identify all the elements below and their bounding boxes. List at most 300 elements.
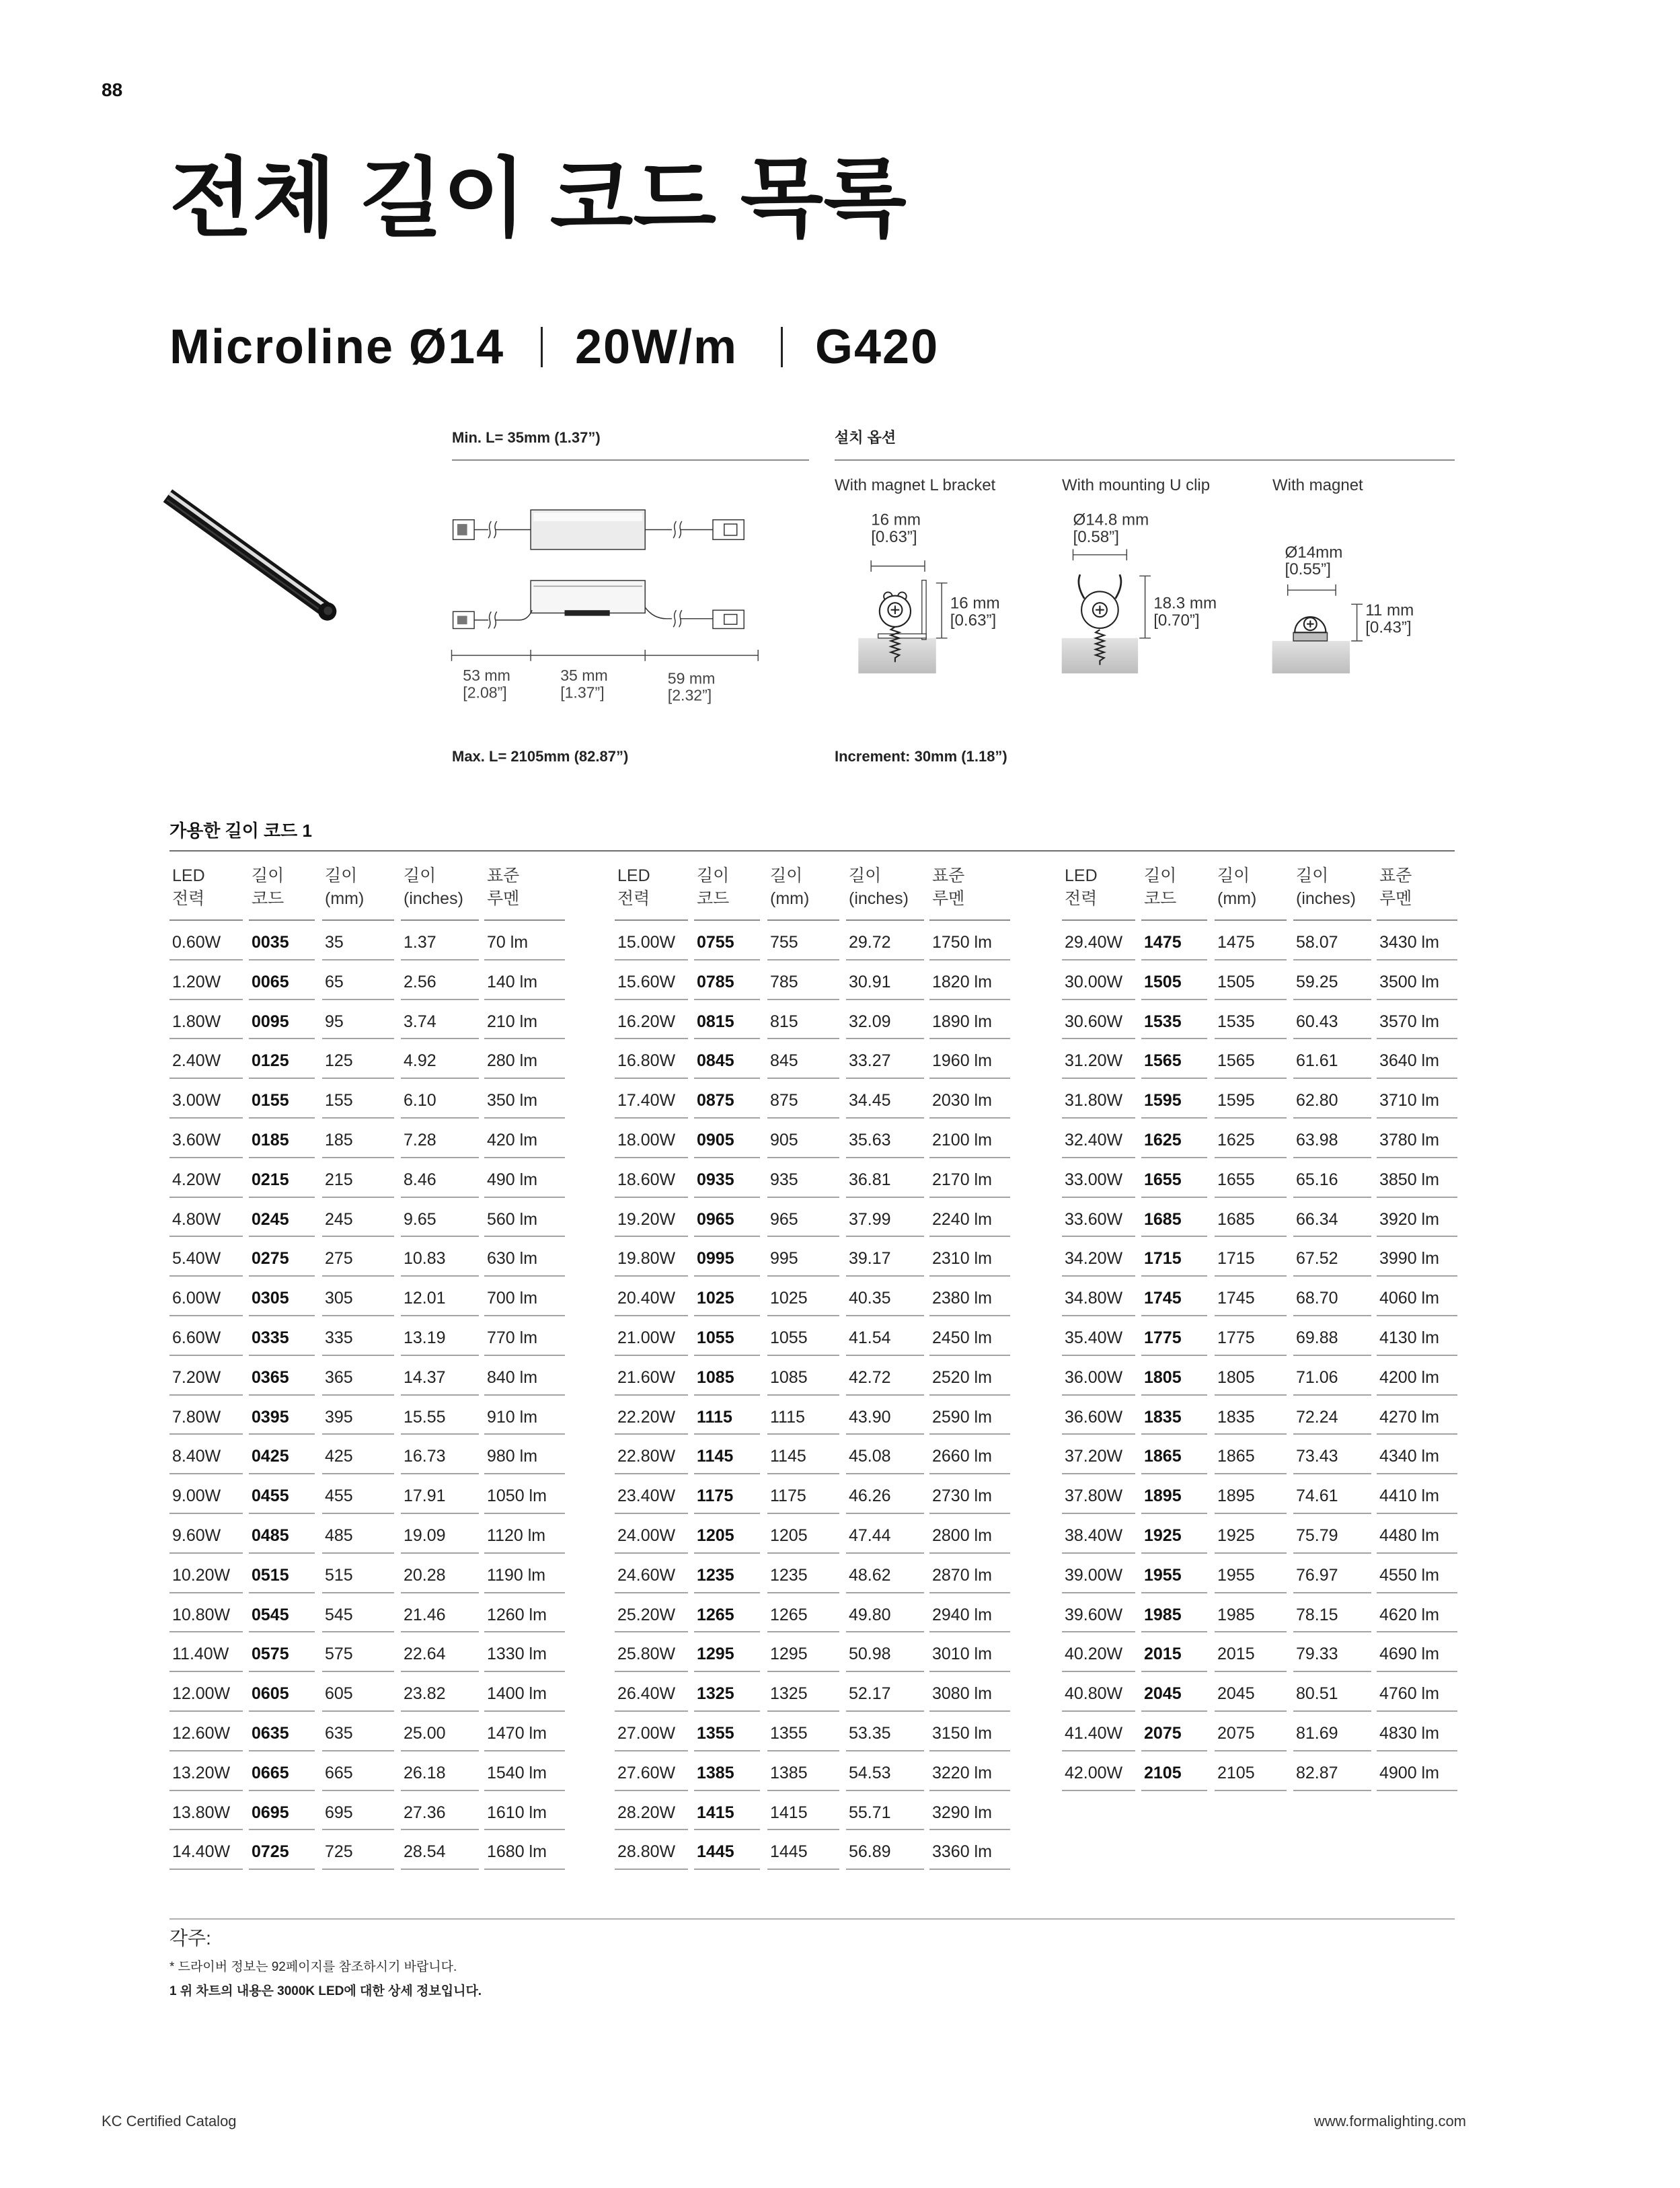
lumen-cell: 280 lm [484, 1039, 565, 1079]
length-mm-cell: 1625 [1215, 1119, 1287, 1158]
footer-website: www.formalighting.com [1313, 2113, 1466, 2129]
lumen-cell: 1330 lm [484, 1632, 565, 1672]
length-mm-cell: 1055 [767, 1316, 839, 1356]
length-code-cell: 0905 [694, 1119, 760, 1158]
table-row [169, 1119, 565, 1158]
length-mm-cell: 1415 [767, 1791, 839, 1831]
length-code-cell: 1535 [1141, 1000, 1207, 1040]
led-power-cell: 21.00W [615, 1316, 688, 1356]
length-mm-cell: 1445 [767, 1830, 839, 1870]
length-inches-cell: 43.90 [846, 1396, 924, 1435]
option-label-u-clip: With mounting U clip [1062, 476, 1211, 494]
lumen-cell: 2800 lm [929, 1514, 1010, 1554]
lumen-cell: 3010 lm [929, 1632, 1010, 1672]
subtitle-separator [541, 327, 543, 367]
length-inches-cell: 50.98 [846, 1632, 924, 1672]
table-title: 가용한 길이 코드 1 [169, 821, 312, 841]
length-inches-cell: 73.43 [1293, 1435, 1371, 1474]
length-mm-cell: 1595 [1215, 1079, 1287, 1119]
table-header-cell [249, 864, 315, 921]
length-mm-cell: 1145 [767, 1435, 839, 1474]
table-header-cell [1293, 864, 1371, 921]
lumen-cell: 2100 lm [929, 1119, 1010, 1158]
table-row [1062, 1632, 1457, 1672]
length-mm-cell: 695 [322, 1791, 394, 1831]
l-bracket-height-in: [0.63”] [950, 611, 997, 630]
led-power-cell: 36.60W [1062, 1396, 1135, 1435]
length-code-cell: 0155 [249, 1079, 315, 1119]
table-header-cell [615, 864, 688, 921]
u-clip-height-mm: 18.3 mm [1153, 594, 1217, 613]
length-code-cell: 1805 [1141, 1356, 1207, 1396]
length-code-cell: 0335 [249, 1316, 315, 1356]
lumen-cell: 700 lm [484, 1277, 565, 1316]
led-power-cell: 9.00W [169, 1474, 243, 1514]
table-row [1062, 1593, 1457, 1633]
table-row [169, 1791, 565, 1831]
length-inches-cell: 48.62 [846, 1554, 924, 1593]
length-code-cell: 0665 [249, 1751, 315, 1791]
product-name: Microline Ø14 [169, 320, 505, 374]
table-header-label: 길이 [849, 866, 882, 885]
length-code-cell: 1925 [1141, 1514, 1207, 1554]
table-row [169, 1396, 565, 1435]
product-model: G420 [815, 320, 940, 374]
led-power-cell: 33.00W [1062, 1158, 1135, 1198]
table-row [615, 1593, 1010, 1633]
table-header-label: 표준 [487, 866, 520, 885]
length-mm-cell: 1565 [1215, 1039, 1287, 1079]
led-power-cell: 2.40W [169, 1039, 243, 1079]
led-power-cell: 13.80W [169, 1791, 243, 1831]
note-driver: * 드라이버 정보는 92페이지를 참조하시기 바랍니다. [169, 1960, 457, 1974]
length-mm-cell: 245 [322, 1198, 394, 1238]
length-inches-cell: 12.01 [401, 1277, 479, 1316]
length-code-cell: 1595 [1141, 1079, 1207, 1119]
length-code-cell: 1895 [1141, 1474, 1207, 1514]
table-header-label: 길이 [770, 866, 803, 885]
length-mm-cell: 1925 [1215, 1514, 1287, 1554]
led-power-cell: 29.40W [1062, 921, 1135, 960]
length-inches-cell: 42.72 [846, 1356, 924, 1396]
increment-label: Increment: 30mm (1.18”) [835, 748, 1007, 765]
lumen-cell: 560 lm [484, 1198, 565, 1238]
led-power-cell: 25.20W [615, 1593, 688, 1633]
lumen-cell: 3290 lm [929, 1791, 1010, 1831]
length-mm-cell: 605 [322, 1672, 394, 1712]
length-code-cell: 0395 [249, 1396, 315, 1435]
length-code-cell: 1985 [1141, 1593, 1207, 1633]
length-mm-cell: 815 [767, 1000, 839, 1040]
length-mm-cell: 1805 [1215, 1356, 1287, 1396]
length-code-cell: 0785 [694, 960, 760, 1000]
lumen-cell: 1400 lm [484, 1672, 565, 1712]
table-row [1062, 1396, 1457, 1435]
length-mm-cell: 125 [322, 1039, 394, 1079]
length-code-cell: 0995 [694, 1237, 760, 1277]
length-code-cell: 0485 [249, 1514, 315, 1554]
length-code-cell: 0695 [249, 1791, 315, 1831]
length-code-cell: 1235 [694, 1554, 760, 1593]
led-power-cell: 40.80W [1062, 1672, 1135, 1712]
length-inches-cell: 82.87 [1293, 1751, 1371, 1791]
length-mm-cell: 545 [322, 1593, 394, 1633]
table-header-cell [1377, 864, 1457, 921]
option-label-magnet: With magnet [1272, 476, 1363, 494]
led-power-cell: 15.60W [615, 960, 688, 1000]
length-code-cell: 1295 [694, 1632, 760, 1672]
table-row [1062, 1316, 1457, 1356]
table-row [1062, 1474, 1457, 1514]
length-mm-cell: 965 [767, 1198, 839, 1238]
length-code-cell: 0515 [249, 1554, 315, 1593]
led-power-cell: 32.40W [1062, 1119, 1135, 1158]
table-row [169, 921, 565, 960]
length-inches-cell: 69.88 [1293, 1316, 1371, 1356]
led-power-cell: 36.00W [1062, 1356, 1135, 1396]
lumen-cell: 2380 lm [929, 1277, 1010, 1316]
length-code-cell: 1955 [1141, 1554, 1207, 1593]
u-clip-width-mm: Ø14.8 mm [1073, 511, 1149, 529]
dimension-left-mm: 53 mm [463, 667, 510, 685]
length-mm-cell: 1265 [767, 1593, 839, 1633]
table-row [615, 960, 1010, 1000]
table-header-cell [484, 864, 565, 921]
length-inches-cell: 33.27 [846, 1039, 924, 1079]
length-inches-cell: 25.00 [401, 1712, 479, 1751]
footer-catalog-name: KC Certified Catalog [102, 2113, 237, 2129]
length-code-cell: 0815 [694, 1000, 760, 1040]
length-code-cell: 0095 [249, 1000, 315, 1040]
led-power-cell: 37.20W [1062, 1435, 1135, 1474]
length-code-cell: 0605 [249, 1672, 315, 1712]
length-code-cell: 0245 [249, 1198, 315, 1238]
led-power-cell: 35.40W [1062, 1316, 1135, 1356]
length-inches-cell: 9.65 [401, 1198, 479, 1238]
lumen-cell: 1890 lm [929, 1000, 1010, 1040]
length-inches-cell: 81.69 [1293, 1712, 1371, 1751]
length-inches-cell: 49.80 [846, 1593, 924, 1633]
table-row [615, 1000, 1010, 1040]
led-power-cell: 28.20W [615, 1791, 688, 1831]
lumen-cell: 3080 lm [929, 1672, 1010, 1712]
length-inches-cell: 67.52 [1293, 1237, 1371, 1277]
length-inches-cell: 41.54 [846, 1316, 924, 1356]
length-mm-cell: 1505 [1215, 960, 1287, 1000]
length-code-cell: 2015 [1141, 1632, 1207, 1672]
length-inches-cell: 2.56 [401, 960, 479, 1000]
min-length-label: Min. L= 35mm (1.37”) [452, 429, 601, 446]
lumen-cell: 4690 lm [1377, 1632, 1457, 1672]
length-code-cell: 1475 [1141, 921, 1207, 960]
length-mm-cell: 1025 [767, 1277, 839, 1316]
length-mm-cell: 395 [322, 1396, 394, 1435]
length-mm-cell: 275 [322, 1237, 394, 1277]
length-mm-cell: 2075 [1215, 1712, 1287, 1751]
table-row [169, 1277, 565, 1316]
length-code-cell: 1265 [694, 1593, 760, 1633]
led-power-cell: 24.60W [615, 1554, 688, 1593]
clip-arm [1116, 574, 1121, 599]
length-code-cell: 1775 [1141, 1316, 1207, 1356]
table-row [1062, 1277, 1457, 1316]
lumen-cell: 4130 lm [1377, 1316, 1457, 1356]
length-inches-cell: 53.35 [846, 1712, 924, 1751]
led-power-cell: 42.00W [1062, 1751, 1135, 1791]
length-inches-cell: 79.33 [1293, 1632, 1371, 1672]
table-header-label: LED [617, 866, 650, 885]
install-options-drawing [826, 501, 1461, 685]
length-inches-cell: 14.37 [401, 1356, 479, 1396]
table-row [169, 1000, 565, 1040]
length-mm-cell: 665 [322, 1751, 394, 1791]
led-power-cell: 38.40W [1062, 1514, 1135, 1554]
led-power-cell: 3.00W [169, 1079, 243, 1119]
magnet [1293, 632, 1327, 641]
clip-arm [1079, 574, 1084, 599]
length-inches-cell: 34.45 [846, 1079, 924, 1119]
led-power-cell: 12.00W [169, 1672, 243, 1712]
table-column-group [169, 864, 565, 1870]
length-code-cell: 1445 [694, 1830, 760, 1870]
magnet-drawing [1272, 543, 1414, 673]
table-row [169, 1554, 565, 1593]
length-code-cell: 2045 [1141, 1672, 1207, 1712]
length-mm-cell: 1745 [1215, 1277, 1287, 1316]
length-code-cell: 1085 [694, 1356, 760, 1396]
length-code-cell: 1715 [1141, 1237, 1207, 1277]
table-row [615, 1435, 1010, 1474]
table-row [1062, 1751, 1457, 1791]
length-inches-cell: 47.44 [846, 1514, 924, 1554]
length-inches-cell: 45.08 [846, 1435, 924, 1474]
length-mm-cell: 1205 [767, 1514, 839, 1554]
divider [169, 850, 1455, 852]
table-row [1062, 960, 1457, 1000]
mounting-surface [1272, 641, 1350, 673]
led-power-cell: 10.20W [169, 1554, 243, 1593]
length-code-cell: 1865 [1141, 1435, 1207, 1474]
led-power-cell: 31.20W [1062, 1039, 1135, 1079]
length-mm-cell: 1325 [767, 1672, 839, 1712]
length-mm-cell: 845 [767, 1039, 839, 1079]
length-mm-cell: 515 [322, 1554, 394, 1593]
lumen-cell: 3780 lm [1377, 1119, 1457, 1158]
table-row [169, 1316, 565, 1356]
table-row [615, 1396, 1010, 1435]
driver-assembly-bottom [453, 580, 744, 628]
length-code-cell: 1415 [694, 1791, 760, 1831]
length-code-cell: 0755 [694, 921, 760, 960]
table-row [169, 1672, 565, 1712]
length-inches-cell: 72.24 [1293, 1396, 1371, 1435]
divider [835, 459, 1455, 461]
lumen-cell: 4060 lm [1377, 1277, 1457, 1316]
length-code-cell: 0425 [249, 1435, 315, 1474]
length-inches-cell: 8.46 [401, 1158, 479, 1198]
led-power-cell: 9.60W [169, 1514, 243, 1554]
led-power-cell: 34.80W [1062, 1277, 1135, 1316]
max-length-label: Max. L= 2105mm (82.87”) [452, 748, 629, 765]
led-power-cell: 3.60W [169, 1119, 243, 1158]
length-mm-cell: 1355 [767, 1712, 839, 1751]
led-power-cell: 21.60W [615, 1356, 688, 1396]
table-row [169, 960, 565, 1000]
length-code-cell: 0125 [249, 1039, 315, 1079]
length-inches-cell: 17.91 [401, 1474, 479, 1514]
length-mm-cell: 1655 [1215, 1158, 1287, 1198]
length-code-cell: 1325 [694, 1672, 760, 1712]
length-inches-cell: 65.16 [1293, 1158, 1371, 1198]
length-mm-cell: 185 [322, 1119, 394, 1158]
length-inches-cell: 22.64 [401, 1632, 479, 1672]
length-inches-cell: 61.61 [1293, 1039, 1371, 1079]
lumen-cell: 140 lm [484, 960, 565, 1000]
install-options-title: 설치 옵션 [835, 429, 896, 446]
length-inches-cell: 13.19 [401, 1316, 479, 1356]
notes-title: 각주: [169, 1928, 211, 1949]
length-mm-cell: 1865 [1215, 1435, 1287, 1474]
length-inches-cell: 59.25 [1293, 960, 1371, 1000]
length-mm-cell: 785 [767, 960, 839, 1000]
table-header-label: 전력 [1065, 889, 1098, 908]
table-row [615, 1474, 1010, 1514]
table-header-cell [1215, 864, 1287, 921]
table-row [169, 1751, 565, 1791]
length-code-cell: 1745 [1141, 1277, 1207, 1316]
divider [169, 1918, 1455, 1920]
led-power-cell: 7.80W [169, 1396, 243, 1435]
length-code-cell: 0965 [694, 1198, 760, 1238]
length-inches-cell: 56.89 [846, 1830, 924, 1870]
length-code-cell: 1055 [694, 1316, 760, 1356]
length-code-cell: 0455 [249, 1474, 315, 1514]
table-row [1062, 1554, 1457, 1593]
magnet-width-mm: Ø14mm [1285, 543, 1343, 562]
lumen-cell: 3500 lm [1377, 960, 1457, 1000]
led-power-cell: 22.20W [615, 1396, 688, 1435]
length-code-cell: 1565 [1141, 1039, 1207, 1079]
length-inches-cell: 4.92 [401, 1039, 479, 1079]
length-code-cell: 0725 [249, 1830, 315, 1870]
length-inches-cell: 74.61 [1293, 1474, 1371, 1514]
length-inches-cell: 46.26 [846, 1474, 924, 1514]
lumen-cell: 1610 lm [484, 1791, 565, 1831]
length-code-cell: 0575 [249, 1632, 315, 1672]
table-row [169, 1712, 565, 1751]
led-power-cell: 27.00W [615, 1712, 688, 1751]
lumen-cell: 2940 lm [929, 1593, 1010, 1633]
table-row [1062, 1158, 1457, 1198]
lumen-cell: 1960 lm [929, 1039, 1010, 1079]
table-header-label: 길이 [697, 866, 730, 885]
table-row [169, 1593, 565, 1633]
table-header-label: LED [1065, 866, 1098, 885]
lumen-cell: 1260 lm [484, 1593, 565, 1633]
length-mm-cell: 1985 [1215, 1593, 1287, 1633]
lumen-cell: 3710 lm [1377, 1079, 1457, 1119]
length-mm-cell: 2015 [1215, 1632, 1287, 1672]
magnet-width-in: [0.55”] [1285, 560, 1331, 579]
table-row [1062, 1712, 1457, 1751]
magnet-height-in: [0.43”] [1365, 618, 1412, 637]
table-row [1062, 1237, 1457, 1277]
length-mm-cell: 1895 [1215, 1474, 1287, 1514]
length-inches-cell: 39.17 [846, 1237, 924, 1277]
lumen-cell: 2450 lm [929, 1316, 1010, 1356]
lumen-cell: 490 lm [484, 1158, 565, 1198]
lumen-cell: 4620 lm [1377, 1593, 1457, 1633]
table-row [615, 1751, 1010, 1791]
table-row [169, 1514, 565, 1554]
length-code-cell: 1505 [1141, 960, 1207, 1000]
lumen-cell: 4900 lm [1377, 1751, 1457, 1791]
lumen-cell: 2870 lm [929, 1554, 1010, 1593]
length-mm-cell: 155 [322, 1079, 394, 1119]
dimension-right-mm: 59 mm [667, 669, 716, 687]
lumen-cell: 350 lm [484, 1079, 565, 1119]
table-header-label: 길이 [325, 866, 358, 885]
lumen-cell: 1540 lm [484, 1751, 565, 1791]
lumen-cell: 3570 lm [1377, 1000, 1457, 1040]
lumen-cell: 420 lm [484, 1119, 565, 1158]
length-inches-cell: 10.83 [401, 1237, 479, 1277]
u-clip-height-in: [0.70”] [1153, 611, 1200, 630]
table-row [169, 1198, 565, 1238]
lumen-cell: 4830 lm [1377, 1712, 1457, 1751]
led-power-cell: 20.40W [615, 1277, 688, 1316]
led-power-cell: 4.80W [169, 1198, 243, 1238]
led-power-cell: 15.00W [615, 921, 688, 960]
table-column-group [615, 864, 1010, 1870]
length-code-cell: 0635 [249, 1712, 315, 1751]
table-header-label: 표준 [1379, 866, 1412, 885]
led-power-cell: 28.80W [615, 1830, 688, 1870]
subtitle-separator [781, 327, 783, 367]
length-mm-cell: 1475 [1215, 921, 1287, 960]
length-code-cell: 0365 [249, 1356, 315, 1396]
product-power: 20W/m [575, 320, 738, 374]
led-power-cell: 1.80W [169, 1000, 243, 1040]
profile-diffuser [169, 493, 323, 604]
length-mm-cell: 635 [322, 1712, 394, 1751]
led-power-cell: 16.80W [615, 1039, 688, 1079]
lumen-cell: 910 lm [484, 1396, 565, 1435]
table-header-label: 전력 [172, 889, 205, 908]
length-inches-cell: 54.53 [846, 1751, 924, 1791]
table-header-label: (mm) [770, 889, 810, 908]
lumen-cell: 1190 lm [484, 1554, 565, 1593]
length-mm-cell: 65 [322, 960, 394, 1000]
length-mm-cell: 2045 [1215, 1672, 1287, 1712]
led-power-cell: 25.80W [615, 1632, 688, 1672]
table-row [615, 1079, 1010, 1119]
table-row [615, 1119, 1010, 1158]
length-mm-cell: 305 [322, 1277, 394, 1316]
table-header-label: (mm) [1217, 889, 1257, 908]
length-code-cell: 1145 [694, 1435, 760, 1474]
length-code-cell: 0845 [694, 1039, 760, 1079]
lumen-cell: 1820 lm [929, 960, 1010, 1000]
table-row [169, 1158, 565, 1198]
length-code-cell: 1115 [694, 1396, 760, 1435]
table-row [1062, 1435, 1457, 1474]
length-inches-cell: 55.71 [846, 1791, 924, 1831]
table-header-cell [322, 864, 394, 921]
u-clip-width-in: [0.58”] [1073, 527, 1119, 546]
driver-assembly-top [453, 510, 744, 550]
u-clip-drawing [1062, 511, 1217, 674]
